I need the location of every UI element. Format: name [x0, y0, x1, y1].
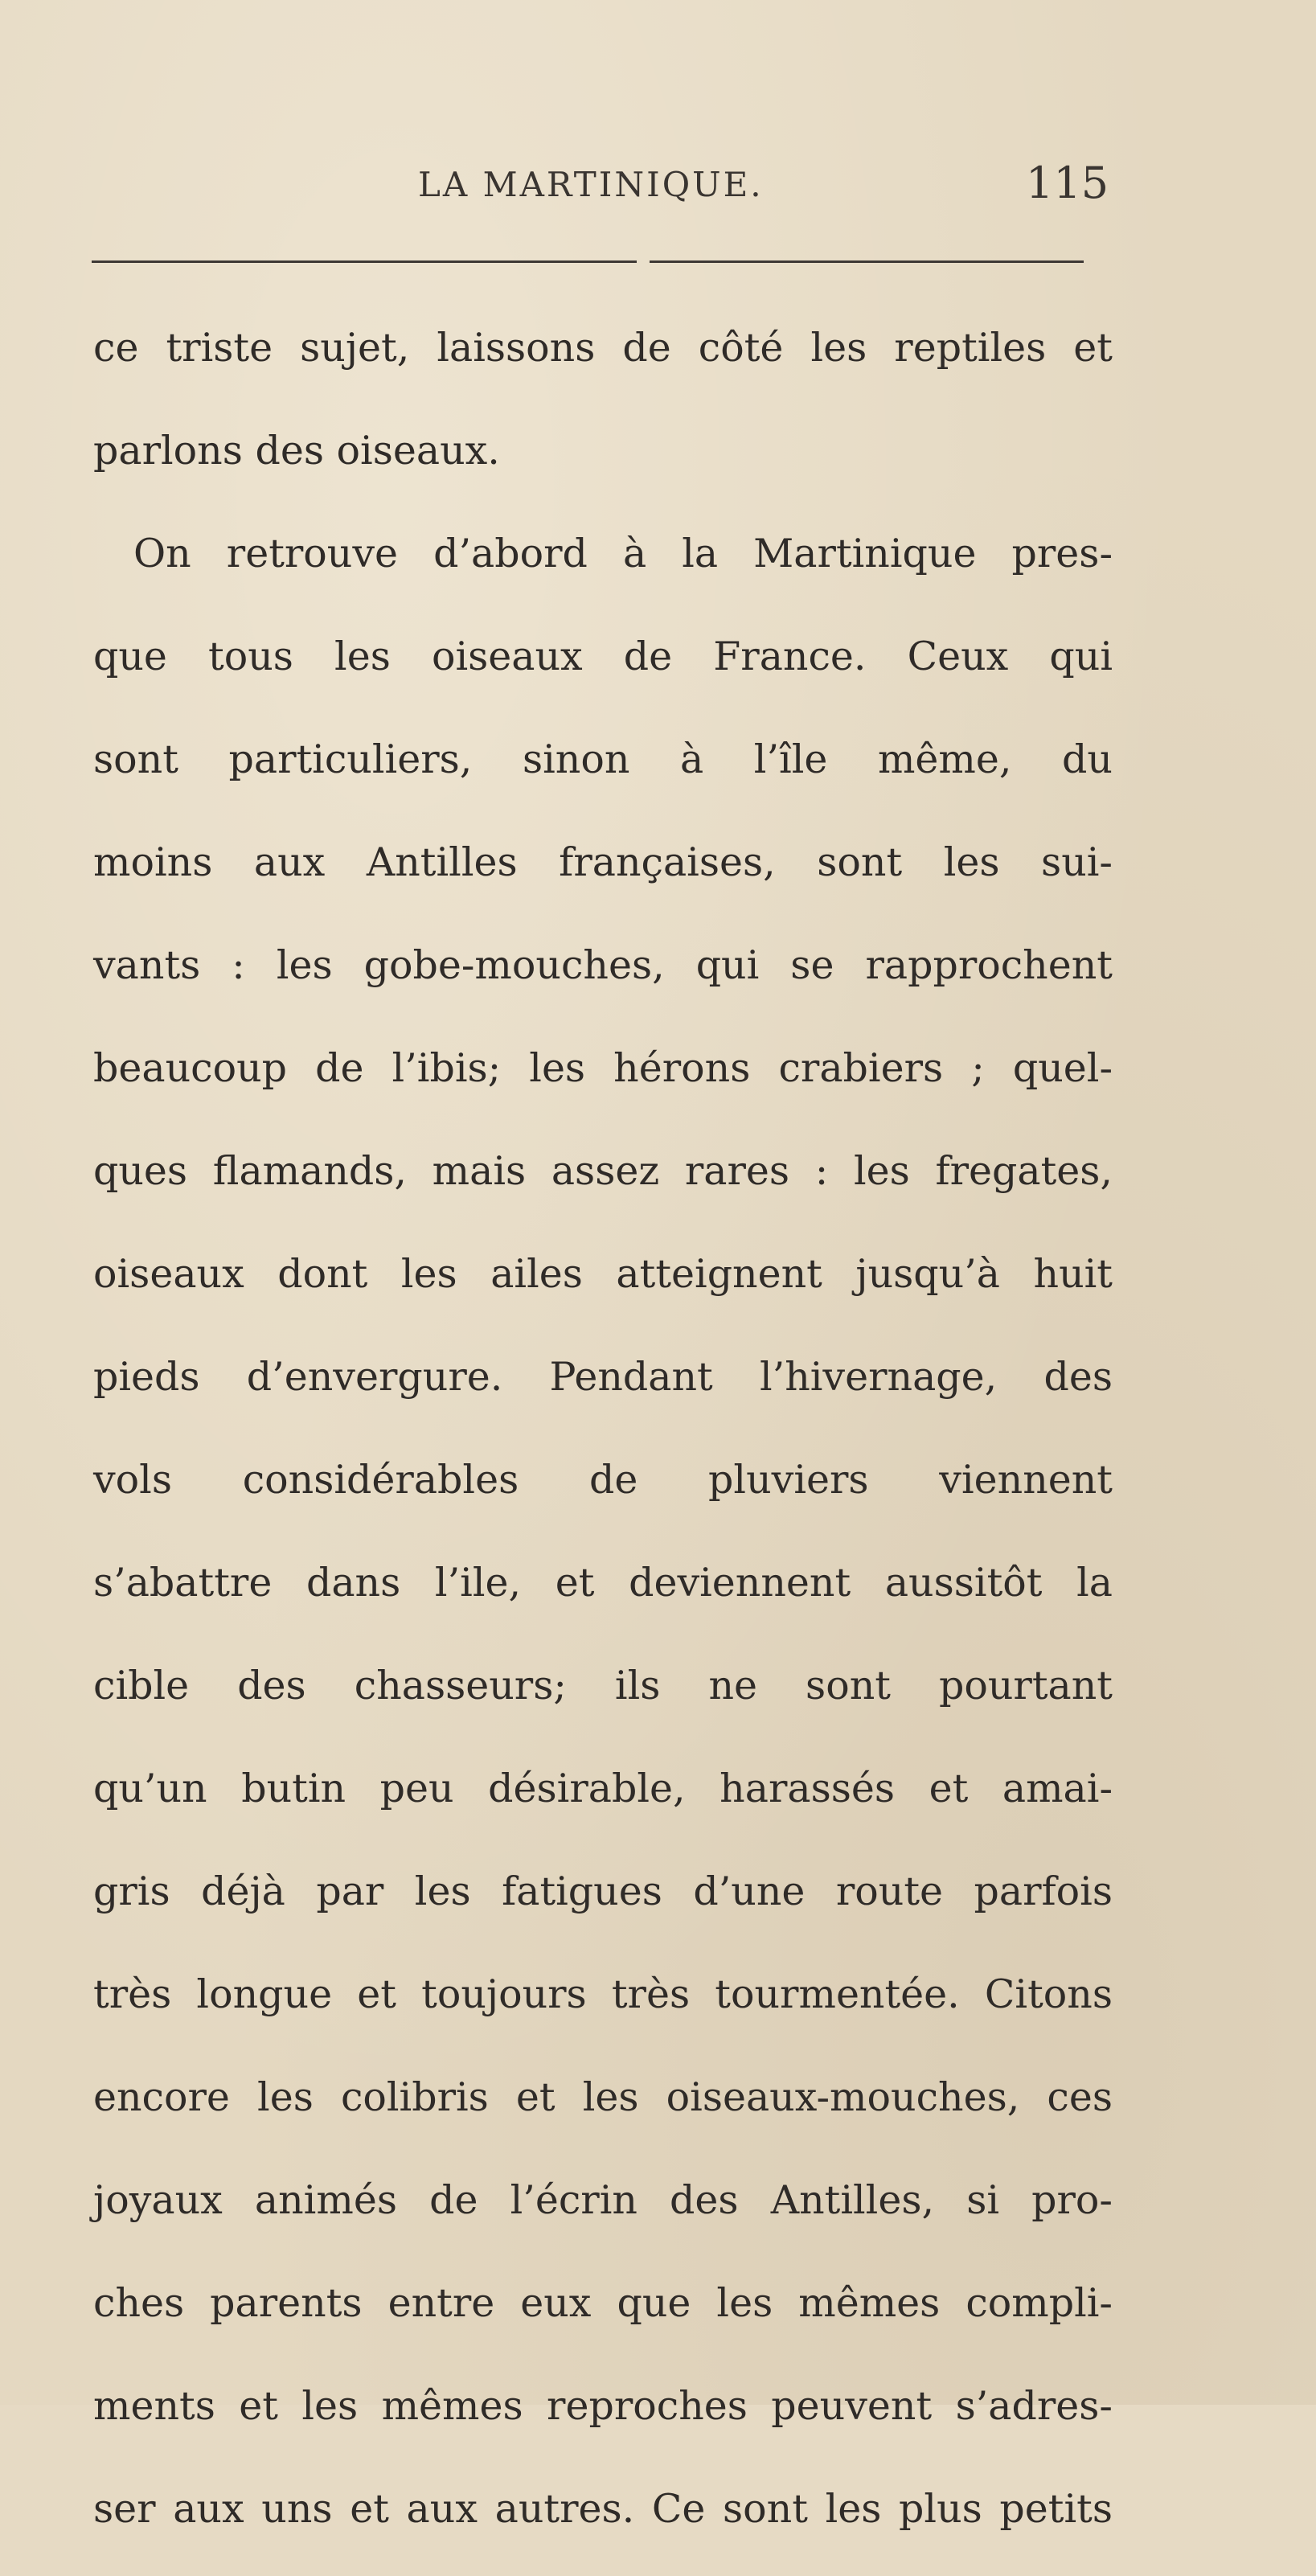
text-line: sont particuliers, sinon à l’île même, du: [93, 736, 1113, 782]
text-line: encore les colibris et les oiseaux-mouches, ces: [93, 2074, 1113, 2120]
text-line: ce triste sujet, laissons de côté les reptiles et: [93, 325, 1113, 371]
text-line: vants : les gobe-mouches, qui se rapprochent: [93, 942, 1113, 988]
text-line: oiseaux dont les ailes atteignent jusqu’à huit: [93, 1251, 1113, 1297]
text-line: joyaux animés de l’écrin des Antilles, si pro-: [93, 2177, 1113, 2223]
text-line: cible des chasseurs; ils ne sont pourtant: [93, 1663, 1113, 1708]
text-line: parlons des oiseaux.: [93, 428, 500, 474]
text-line: vols considérables de pluviers viennent: [93, 1457, 1113, 1503]
text-line: très longue et toujours très tourmentée. Citons: [93, 1971, 1113, 2017]
text-line: que tous les oiseaux de France. Ceux qui: [93, 634, 1113, 679]
text-line: moins aux Antilles françaises, sont les sui-: [93, 839, 1113, 885]
text-line: ques flamands, mais assez rares : les fregates,: [93, 1148, 1113, 1194]
running-title: LA MARTINIQUE.: [418, 165, 764, 204]
body-text: [93, 312, 1113, 2576]
page-number: 115: [1026, 158, 1109, 208]
text-line: qu’un butin peu désirable, harassés et amai-: [93, 1766, 1113, 1811]
text-line: ments et les mêmes reproches peuvent s’adres-: [93, 2383, 1113, 2429]
text-line: On retrouve d’abord à la Martinique pres-: [133, 531, 1113, 576]
text-line: beaucoup de l’ibis; les hérons crabiers ; quel-: [93, 1045, 1113, 1091]
header-rule-left: [92, 260, 637, 263]
text-line: pieds d’envergure. Pendant l’hivernage, des: [93, 1354, 1113, 1400]
header-rule-right: [650, 260, 1084, 263]
text-line: s’abattre dans l’ile, et deviennent aussitôt la: [93, 1560, 1113, 1606]
text-line: ches parents entre eux que les mêmes compli-: [93, 2280, 1113, 2326]
text-line: gris déjà par les fatigues d’une route parfois: [93, 1868, 1113, 1914]
text-line: ser aux uns et aux autres. Ce sont les plus petits: [93, 2486, 1113, 2532]
